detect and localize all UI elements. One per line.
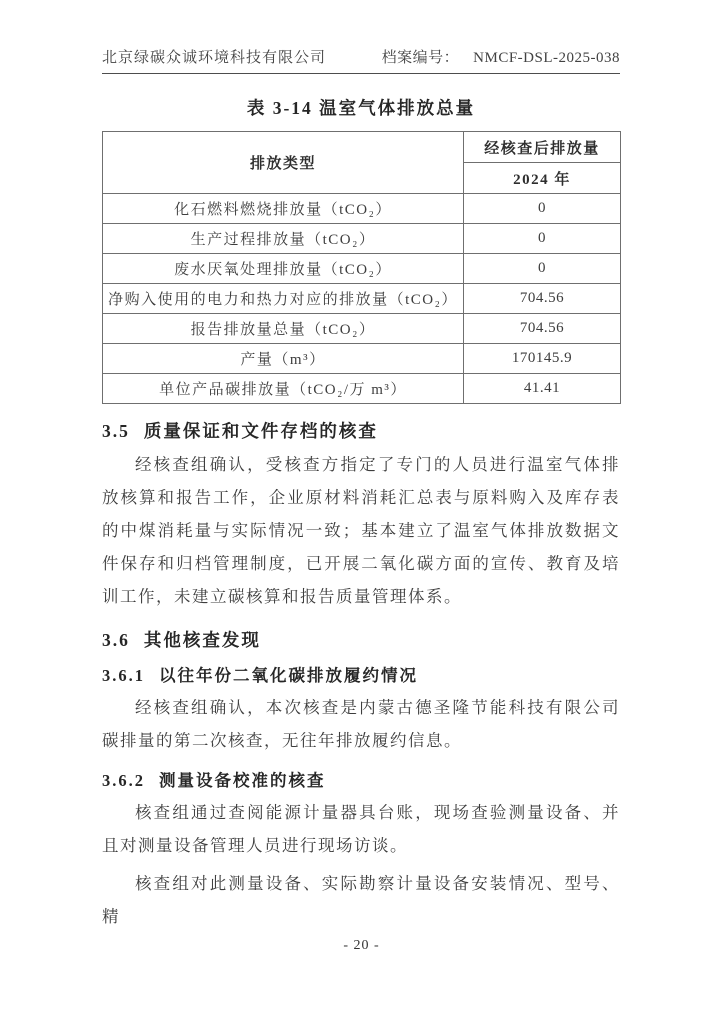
emissions-table (102, 131, 621, 404)
column-header-emission-type: 排放类型 (103, 132, 464, 194)
row-label: 化石燃料燃烧排放量（tCO₂） (103, 194, 464, 224)
section-number: 3.6.2 (102, 771, 145, 790)
document-header (102, 0, 620, 74)
section-heading-3-6-2 (102, 767, 620, 791)
row-label: 净购入使用的电力和热力对应的排放量（tCO₂） (103, 284, 464, 314)
column-header-year: 2024 年 (464, 163, 621, 194)
section-title: 其他核查发现 (143, 630, 261, 650)
row-value: 170145.9 (464, 344, 621, 374)
header-company-name: 北京绿碳众诚环境科技有限公司 (102, 50, 327, 66)
row-value: 0 (464, 194, 621, 224)
table-row (103, 344, 621, 374)
section-heading-3-6 (102, 627, 620, 652)
section-title: 测量设备校准的核查 (159, 771, 326, 790)
page-content (102, 0, 620, 933)
section-title: 质量保证和文件存档的核查 (143, 421, 378, 441)
row-label: 生产过程排放量（tCO₂） (103, 224, 464, 254)
row-value: 704.56 (464, 314, 621, 344)
row-value: 0 (464, 224, 621, 254)
table-row (103, 254, 621, 284)
row-label: 废水厌氧处理排放量（tCO₂） (103, 254, 464, 284)
row-value: 0 (464, 254, 621, 284)
table-row (103, 374, 621, 404)
table-row (103, 224, 621, 254)
section-title: 以往年份二氧化碳排放履约情况 (159, 666, 418, 685)
section-3-5-paragraph: 经核查组确认，受核查方指定了专门的人员进行温室气体排放核算和报告工作，企业原材料消耗汇总表与原料购入及库存表的中煤消耗量与实际情况一致；基本建立了温室气体排放数据文件保存和归档管理制度，已开展二氧化碳方面的宣传、教育及培训工作，未建立碳核算和报告质量管理体系。 (102, 455, 620, 606)
archive-number: NMCF-DSL-2025-038 (473, 50, 620, 66)
section-3-6-2-paragraph-1: 核查组通过查阅能源计量器具台账，现场查验测量设备、并且对测量设备管理人员进行现场访谈。 (102, 803, 620, 855)
section-heading-3-6-1 (102, 662, 620, 686)
row-value: 704.56 (464, 284, 621, 314)
section-3-6-1-paragraph: 经核查组确认，本次核查是内蒙古德圣隆节能科技有限公司碳排量的第二次核查，无往年排放履约信息。 (102, 698, 620, 750)
table-row (103, 284, 621, 314)
row-value: 41.41 (464, 374, 621, 404)
archive-label: 档案编号： (381, 50, 460, 66)
column-header-verified-emissions: 经核查后排放量 (464, 132, 621, 163)
section-heading-3-5 (102, 418, 620, 443)
section-number: 3.6 (102, 630, 130, 650)
row-label: 单位产品碳排放量（tCO₂/万 m³） (103, 374, 464, 404)
row-label: 产量（m³） (103, 344, 464, 374)
section-number: 3.6.1 (102, 666, 145, 685)
table-caption: 表 3-14 温室气体排放总量 (246, 98, 476, 118)
row-label: 报告排放量总量（tCO₂） (103, 314, 464, 344)
section-3-6-2-paragraph-2: 核查组对此测量设备、实际勘察计量设备安装情况、型号、精 (102, 874, 620, 926)
header-archive (382, 46, 620, 67)
page-number: - 20 - (343, 938, 380, 953)
table-row (103, 314, 621, 344)
table-header-row-1 (103, 132, 621, 163)
section-number: 3.5 (102, 421, 130, 441)
table-row (103, 194, 621, 224)
